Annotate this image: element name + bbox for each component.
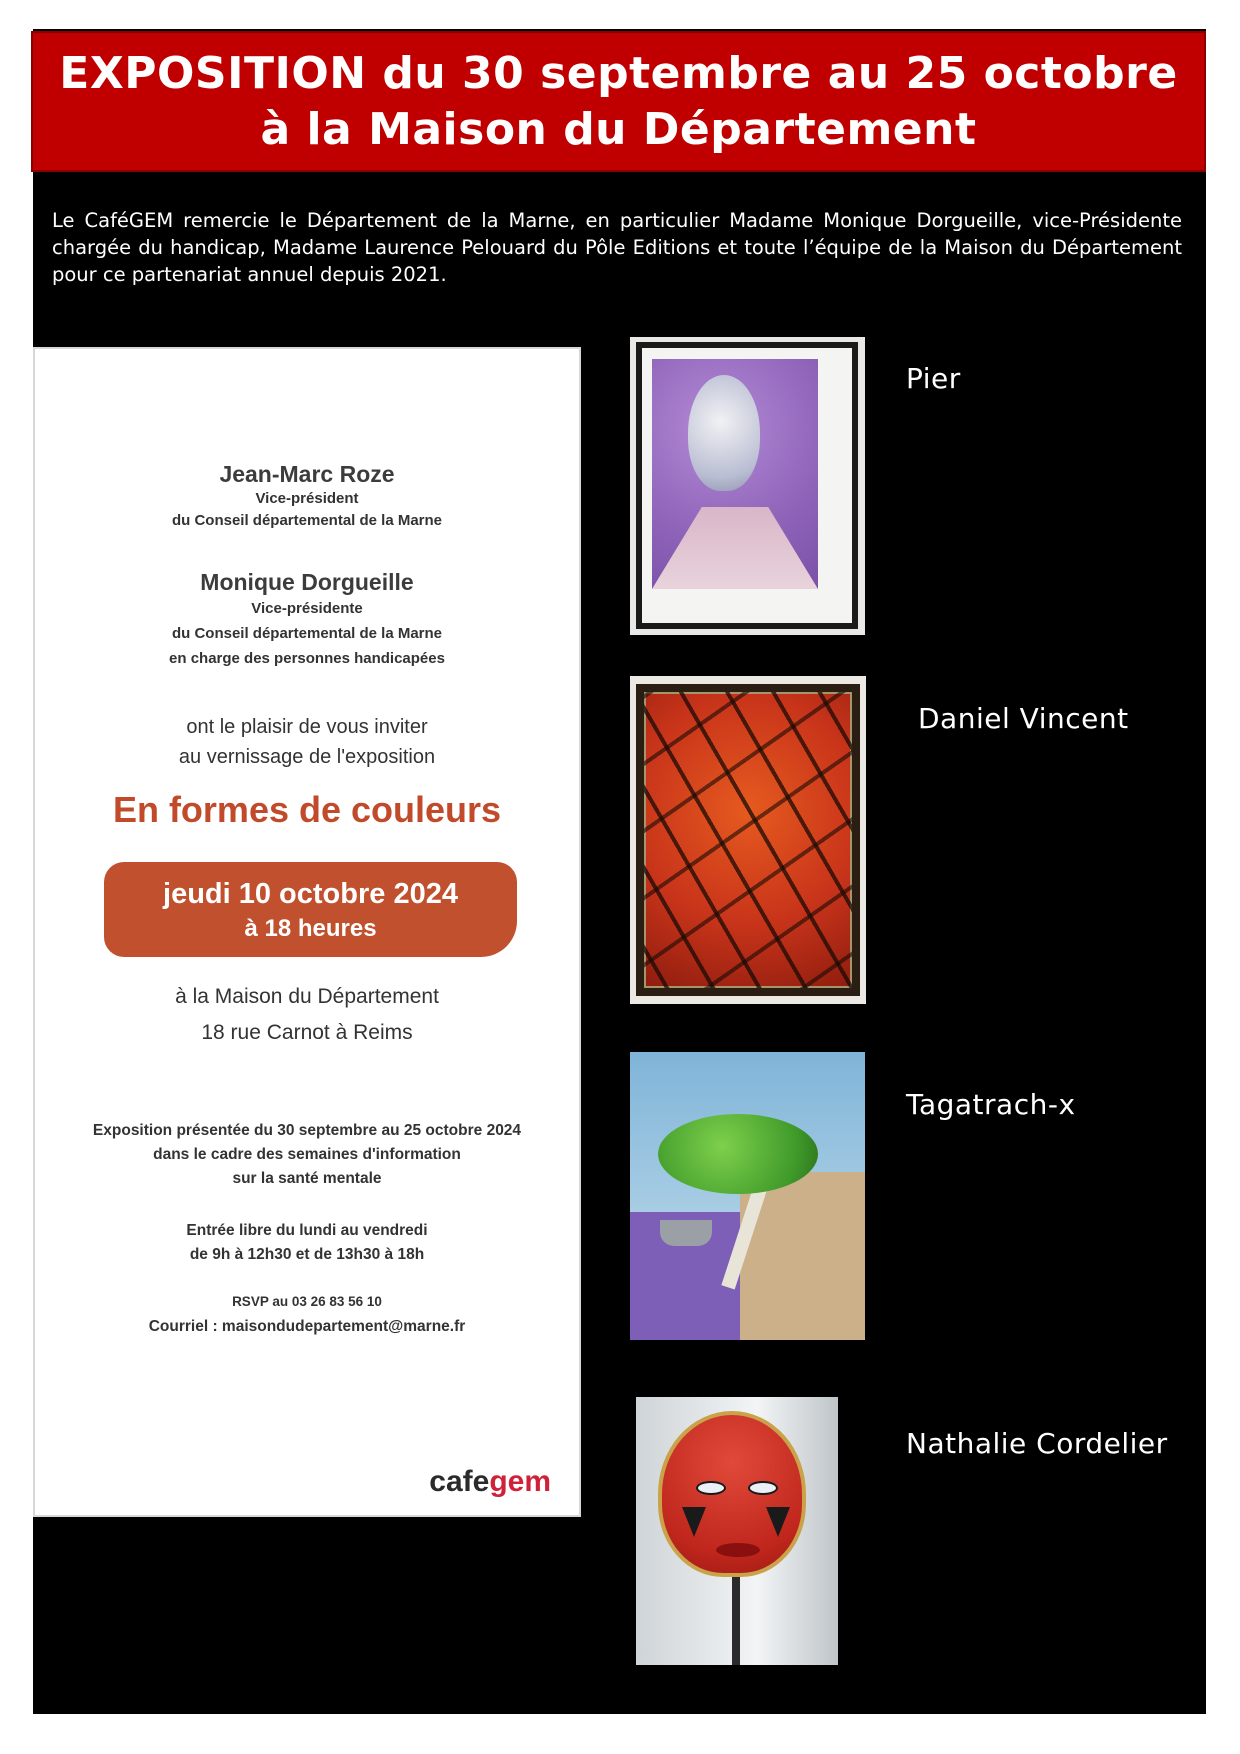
host1-name: Jean-Marc Roze xyxy=(219,461,395,487)
host2-name: Monique Dorgueille xyxy=(200,569,414,595)
mask-left-eye xyxy=(696,1481,726,1495)
host2-role: Vice-présidente xyxy=(251,600,363,617)
opening-date: jeudi 10 octobre 2024 xyxy=(163,877,458,910)
invitation-card xyxy=(33,347,581,1517)
artist-name-pier: Pier xyxy=(906,362,961,395)
tree-canopy xyxy=(658,1114,818,1194)
artwork-daniel-vincent-photo xyxy=(630,676,866,1004)
cafegem-logo xyxy=(429,1465,551,1499)
exhibition-dates: Exposition présentée du 30 septembre au 25 octobre 2024 xyxy=(92,1122,522,1139)
mask-mouth xyxy=(716,1543,760,1557)
mask-stand xyxy=(732,1567,740,1665)
exhibition-title: En formes de couleurs xyxy=(112,789,502,830)
mask-left-mark xyxy=(682,1507,706,1537)
mask-right-mark xyxy=(766,1507,790,1537)
boat-shape xyxy=(660,1220,712,1246)
host2-block xyxy=(35,569,579,671)
entry-days: Entrée libre du lundi au vendredi xyxy=(186,1222,428,1239)
host2-org-line2: en charge des personnes handicapées xyxy=(169,650,445,667)
artist-name-tagatrach-x: Tagatrach-x xyxy=(906,1088,1076,1121)
exhibition-info-block xyxy=(35,1119,579,1191)
rsvp-phone: RSVP au 03 26 83 56 10 xyxy=(232,1294,382,1309)
intro-paragraph: Le CaféGEM remercie le Département de la Marne, en particulier Madame Monique Dorgueille, vice-Présidente chargée du handicap, Madame Laurence Pelouard du Pôle Editions et toute l’équipe de la Maison du Département pour ce partenariat annuel depuis 2021. xyxy=(52,209,1182,286)
artist-name-nathalie-cordelier: Nathalie Cordelier xyxy=(906,1427,1168,1460)
banner-title-line-2: à la Maison du Département xyxy=(260,103,977,155)
invite-line-2: au vernissage de l'exposition xyxy=(178,746,436,768)
logo-text-cafe: cafe xyxy=(429,1465,490,1498)
artwork-pier-photo xyxy=(630,337,865,635)
host2-org: du Conseil départemental de la Marne xyxy=(171,625,443,642)
host1-org: du Conseil départemental de la Marne xyxy=(171,512,443,529)
exhibition-theme: sur la santé mentale xyxy=(232,1170,382,1187)
opening-hours-block xyxy=(35,1219,579,1267)
mask-right-eye xyxy=(748,1481,778,1495)
banner-title-line-1: EXPOSITION du 30 septembre au 25 octobre xyxy=(59,47,1178,99)
contact-email: Courriel : maisondudepartement@marne.fr xyxy=(148,1318,466,1335)
artist-name-daniel-vincent: Daniel Vincent xyxy=(918,702,1129,735)
contact-block xyxy=(35,1289,579,1339)
opening-time: à 18 heures xyxy=(244,914,377,942)
entry-hours: de 9h à 12h30 et de 13h30 à 18h xyxy=(189,1246,425,1263)
abstract-strokes xyxy=(644,692,852,988)
host1-role: Vice-président xyxy=(255,490,359,507)
title-banner xyxy=(31,31,1206,172)
venue-block xyxy=(35,979,579,1051)
opening-date-badge xyxy=(104,862,517,957)
artwork-tagatrach-x-photo xyxy=(630,1052,865,1340)
painted-mask xyxy=(658,1411,806,1577)
venue-name: à la Maison du Département xyxy=(175,985,439,1008)
host1-block xyxy=(35,461,579,532)
venue-address: 18 rue Carnot à Reims xyxy=(201,1021,413,1044)
exhibition-context: dans le cadre des semaines d'information xyxy=(153,1146,461,1163)
faceless-head xyxy=(688,375,760,491)
invite-line-1: ont le plaisir de vous inviter xyxy=(186,716,428,738)
logo-text-gem: gem xyxy=(489,1465,551,1498)
artwork-nathalie-cordelier-photo xyxy=(636,1397,838,1665)
invite-text-block xyxy=(35,712,579,772)
